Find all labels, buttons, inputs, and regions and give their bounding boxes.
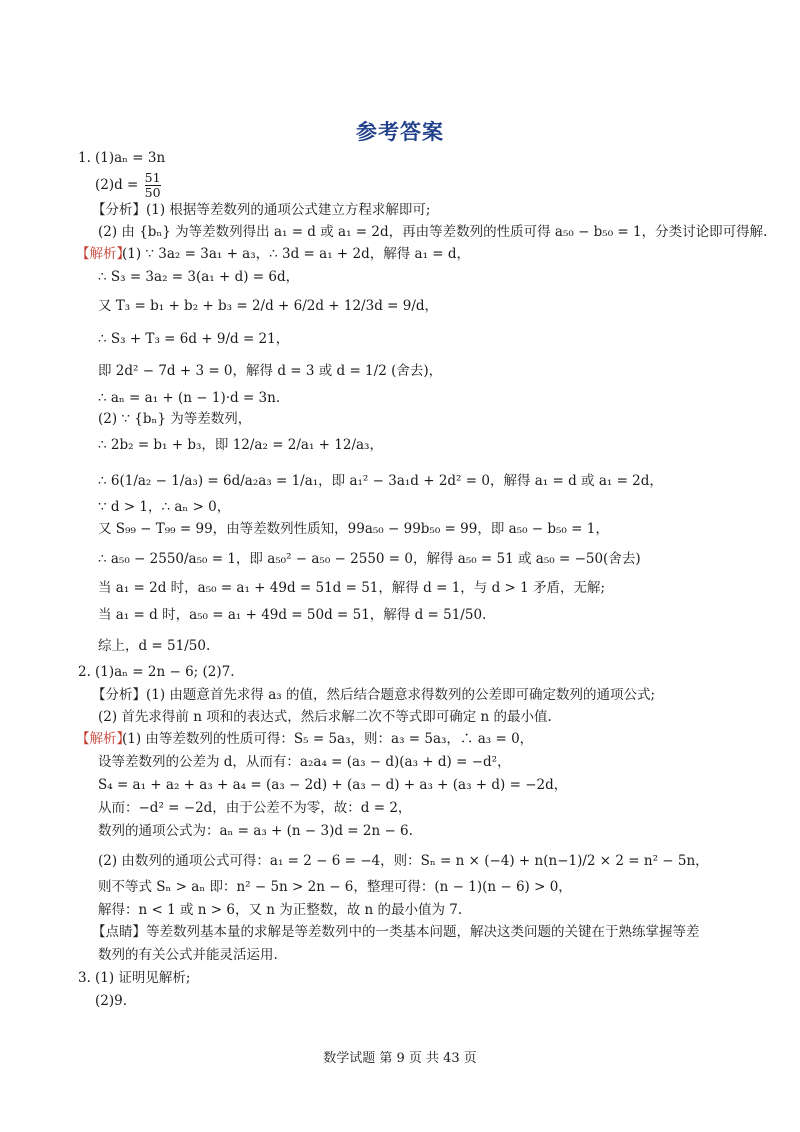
q1-analysis-1 [92,201,430,219]
q1-solution-line-15: 综上，d = 51/50. [98,638,211,654]
question-2-number: 2. [78,664,91,680]
q2-analysis-mark: 【分析】 [92,687,146,703]
q2-solution-line-5: 数列的通项公式为：aₙ = a₃ + (n − 3)d = 2n − 6. [98,823,413,839]
q2-solution-line-2: 设等差数列的公差为 d，从而有：a₂a₄ = (a₃ − d)(a₃ + d) = −d²， [98,754,511,770]
q3-answer-2: (2)9. [95,993,128,1009]
q1-solution-line-3: 又 T₃ = b₁ + b₂ + b₃ = 2/d + 6/2d + 12/3d = 9/d， [98,298,439,314]
page-footer: 数学试题 第 9 页 共 43 页 [323,1051,477,1066]
page-title: 参考答案 [356,120,444,144]
q2-solution-line-3: S₄ = a₁ + a₂ + a₃ + a₄ = (a₃ − 2d) + (a₃ − d) + a₃ + (a₃ + d) = −2d， [98,777,568,793]
q2-answer: (1)aₙ = 2n − 6; (2)7. [95,664,235,680]
question-1-number: 1. [78,150,91,166]
q2-comment-mark: 【点睛】 [92,924,146,940]
q1-solution-line-13: 当 a₁ = 2d 时，a₅₀ = a₁ + 49d = 51d = 51，解得 d = 1，与 d > 1 矛盾，无解; [98,580,606,596]
q1-solution-line-6: ∴ aₙ = a₁ + (n − 1)·d = 3n. [98,390,281,406]
q2-solution-line-6: (2) 由数列的通项公式可得：a₁ = 2 − 6 = −4，则：Sₙ = n × (−4) + n(n−1)/2 × 2 = n² − 5n， [98,853,709,869]
q1-solution-mark: 【解析】 [76,246,130,262]
q2-analysis-2: (2) 首先求得前 n 项和的表达式，然后求解二次不等式即可确定 n 的最小值. [98,709,552,725]
q3-answer-1: (1) 证明见解析; [95,970,191,986]
q1-solution-line-2: ∴ S₃ = 3a₂ = 3(a₁ + d) = 6d， [98,269,300,285]
q1-analysis-2: (2) 由 {bₙ} 为等差数列得出 a₁ = d 或 a₁ = 2d，再由等差数列的性质可得 a₅₀ − b₅₀ = 1，分类讨论即可得解. [98,224,768,240]
q2-solution-line-4: 从而：−d² = −2d，由于公差不为零，故：d = 2， [98,800,412,816]
question-3-number: 3. [78,970,91,986]
q1-solution-line-10: ∵ d > 1，∴ aₙ > 0， [98,499,231,515]
q1-answer-2-numerator: 51 [144,170,161,185]
q2-comment-1 [92,923,700,941]
q1-solution-line-9: ∴ 6(1/a₂ − 1/a₃) = 6d/a₂a₃ = 1/a₁，即 a₁² − 3a₁d + 2d² = 0，解得 a₁ = d 或 a₁ = 2d， [98,473,663,489]
q2-solution-line-7: 则不等式 Sₙ > aₙ 即：n² − 5n > 2n − 6，整理可得：(n − 1)(n − 6) > 0， [98,879,572,895]
q2-solution-line-1: (1) 由等差数列的性质可得：S₅ = 5a₃，则：a₃ = 5a₃，∴ a₃ = 0， [122,731,534,747]
q2-analysis-1-text: (1) 由题意首先求得 a₃ 的值，然后结合题意求得数列的公差即可确定数列的通项公式; [146,687,656,703]
q1-answer-2-prefix: (2)d = [95,177,143,193]
q1-solution-line-1: (1) ∵ 3a₂ = 3a₁ + a₃，∴ 3d = a₁ + 2d，解得 a₁ = d， [122,246,471,262]
q1-answer-2-denominator: 50 [144,185,161,200]
q2-solution-line-8: 解得：n < 1 或 n > 6，又 n 为正整数，故 n 的最小值为 7. [98,902,463,918]
q1-analysis-mark: 【分析】 [92,202,146,218]
q1-answer-2 [95,171,163,200]
q1-answer-2-fraction [145,171,161,200]
q2-comment-1-text: 等差数列基本量的求解是等差数列中的一类基本问题，解决这类问题的关键在于熟练掌握等差 [146,924,700,940]
q1-solution-line-14: 当 a₁ = d 时，a₅₀ = a₁ + 49d = 50d = 51，解得 d = 51/50. [98,607,487,623]
q1-solution-line-7: (2) ∵ {bₙ} 为等差数列， [98,411,252,427]
q1-analysis-1-text: (1) 根据等差数列的通项公式建立方程求解即可; [146,202,431,218]
q1-solution-line-5: 即 2d² − 7d + 3 = 0，解得 d = 3 或 d = 1/2 (舍去)， [98,363,443,379]
q1-solution-line-4: ∴ S₃ + T₃ = 6d + 9/d = 21， [98,331,290,347]
q2-solution-mark: 【解析】 [76,731,130,747]
q1-solution-line-12: ∴ a₅₀ − 2550/a₅₀ = 1，即 a₅₀² − a₅₀ − 2550 = 0，解得 a₅₀ = 51 或 a₅₀ = −50(舍去) [98,551,641,567]
q2-comment-2: 数列的有关公式并能灵活运用. [98,947,278,963]
q1-solution-line-11: 又 S₉₉ − T₉₉ = 99，由等差数列性质知，99a₅₀ − 99b₅₀ = 99，即 a₅₀ − b₅₀ = 1， [98,521,609,537]
q2-analysis-1 [92,686,655,704]
q1-answer-1: (1)aₙ = 3n [95,150,166,166]
q1-solution-line-8: ∴ 2b₂ = b₁ + b₃，即 12/a₂ = 2/a₁ + 12/a₃， [98,437,383,453]
